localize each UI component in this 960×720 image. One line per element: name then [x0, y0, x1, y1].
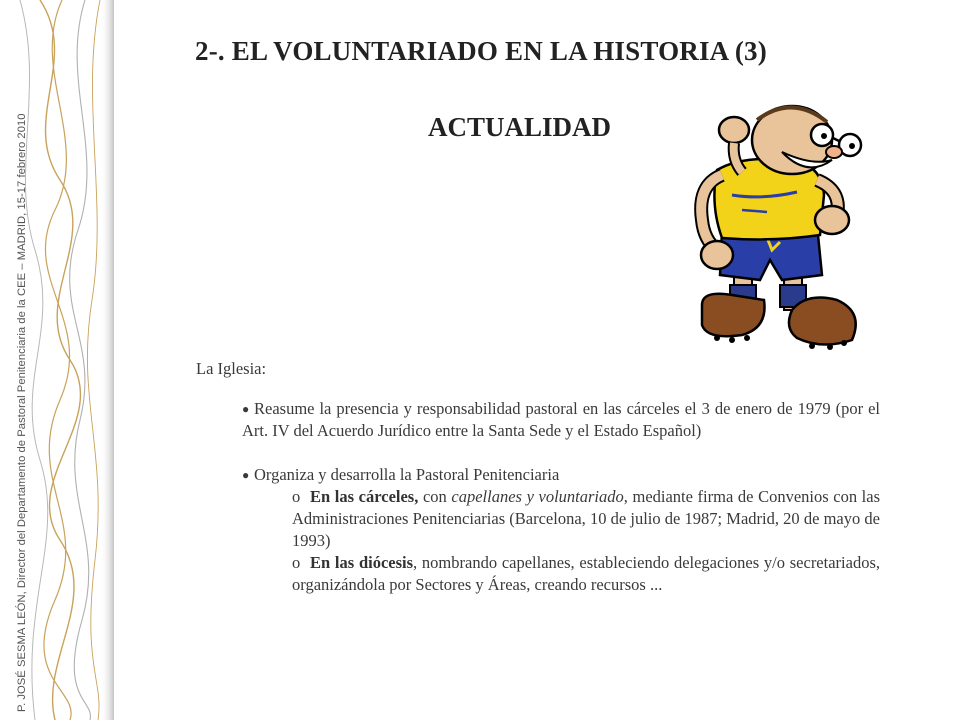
slide-body [196, 358, 880, 596]
sub-bullet-marker-icon: o [292, 553, 301, 572]
church-heading: La Iglesia: [196, 359, 267, 378]
bullet-item [242, 464, 880, 486]
cartoon-mascot-illustration [672, 100, 872, 362]
slide-subtitle: ACTUALIDAD [428, 112, 612, 142]
decorative-sidebar [0, 0, 120, 720]
bullet-dot-icon: ● [242, 402, 250, 416]
sub-bullet-text: , mediante firma de Convenios con las Administraciones Penitenciarias (Barcelona, 10 de julio de 1987; Madrid, 20 de mayo de 1993) [292, 487, 881, 550]
bullet-item [242, 398, 880, 442]
bullet-text: Reasume la presencia y responsabilidad pastoral en las cárceles el 3 de enero de 1979 (por el Art. IV del Acuerdo Jurídico entre la Santa Sede y el Estado Español) [242, 399, 880, 440]
sub-bullet-marker-icon: o [292, 487, 301, 506]
slide-title: 2-. EL VOLUNTARIADO EN LA HISTORIA (3) [195, 36, 767, 66]
sub-bullet-bold: En las cárceles, [310, 487, 419, 506]
sub-bullet-bold: En las diócesis [310, 553, 414, 572]
bullet-text: Organiza y desarrolla la Pastoral Penitenciaria [254, 465, 560, 484]
sub-bullet-text: con [418, 487, 452, 506]
sub-bullet-item [292, 486, 880, 552]
bullet-dot-icon: ● [242, 468, 250, 482]
presentation-credit: P. JOSÉ SESMA LEÓN, Director del Departamento de Pastoral Penitenciaria de la CEE – MADRID, 15-17 febrero 2010 [16, 113, 28, 712]
sub-bullet-italic: capellanes y voluntariado [451, 487, 624, 506]
sub-bullet-text: , nombrando capellanes, estableciendo delegaciones y/o secretariados, organizándola por Sectores y Áreas, creando recursos ... [292, 553, 880, 594]
sub-bullet-item [292, 552, 880, 596]
